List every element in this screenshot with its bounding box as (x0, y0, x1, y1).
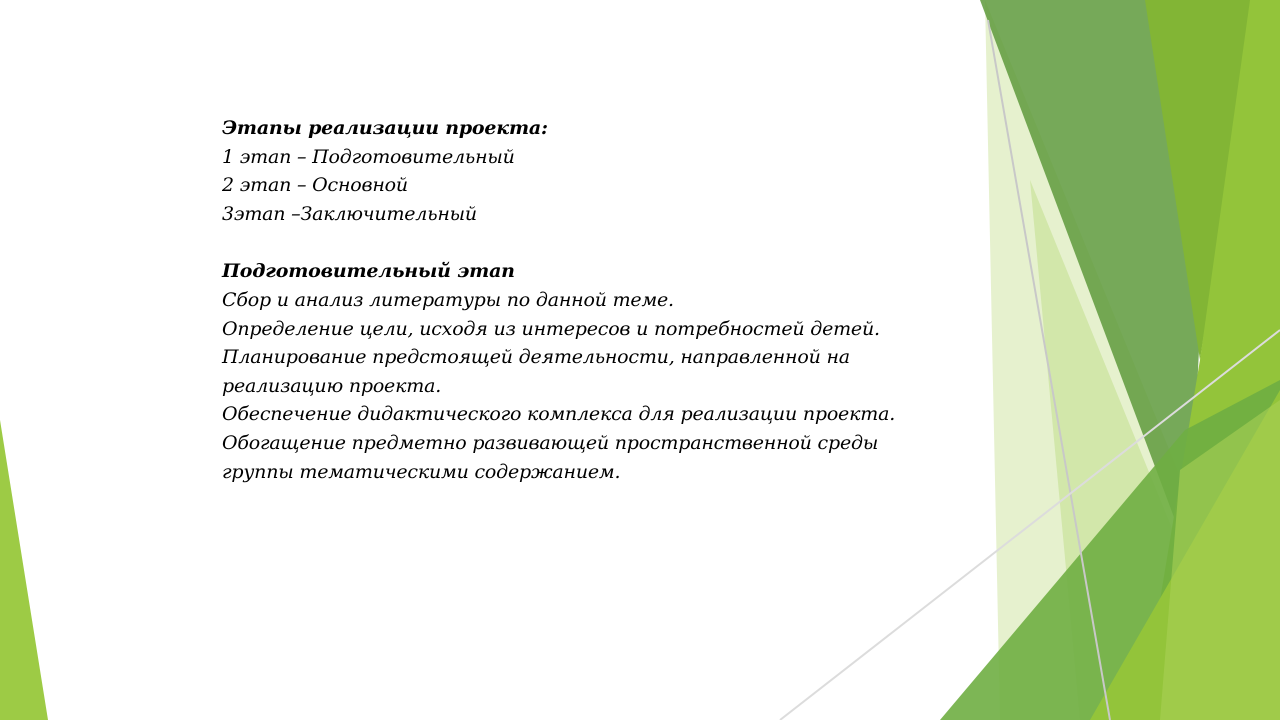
left-edge-triangle (0, 420, 48, 720)
stage-item: 1 этап – Подготовительный (222, 145, 515, 168)
prep-item: Сбор и анализ литературы по данной теме. (222, 288, 674, 311)
stage-item: 3этап –Заключительный (222, 202, 477, 225)
stage-item: 2 этап – Основной (222, 174, 408, 197)
prep-item: Планирование предстоящей деятельности, направленной на реализацию проекта. (222, 346, 850, 397)
slide-text (222, 114, 902, 486)
stages-heading: Этапы реализации проекта: (222, 117, 548, 139)
prep-item: Определение цели, исходя из интересов и потребностей детей. (222, 317, 880, 340)
prep-heading: Подготовительный этап (222, 260, 515, 283)
spacer (222, 228, 902, 257)
prep-item: Обогащение предметно развивающей пространственной среды группы тематическими содержанием. (222, 431, 879, 483)
prep-item: Обеспечение дидактического комплекса для реализации проекта. (222, 403, 896, 426)
